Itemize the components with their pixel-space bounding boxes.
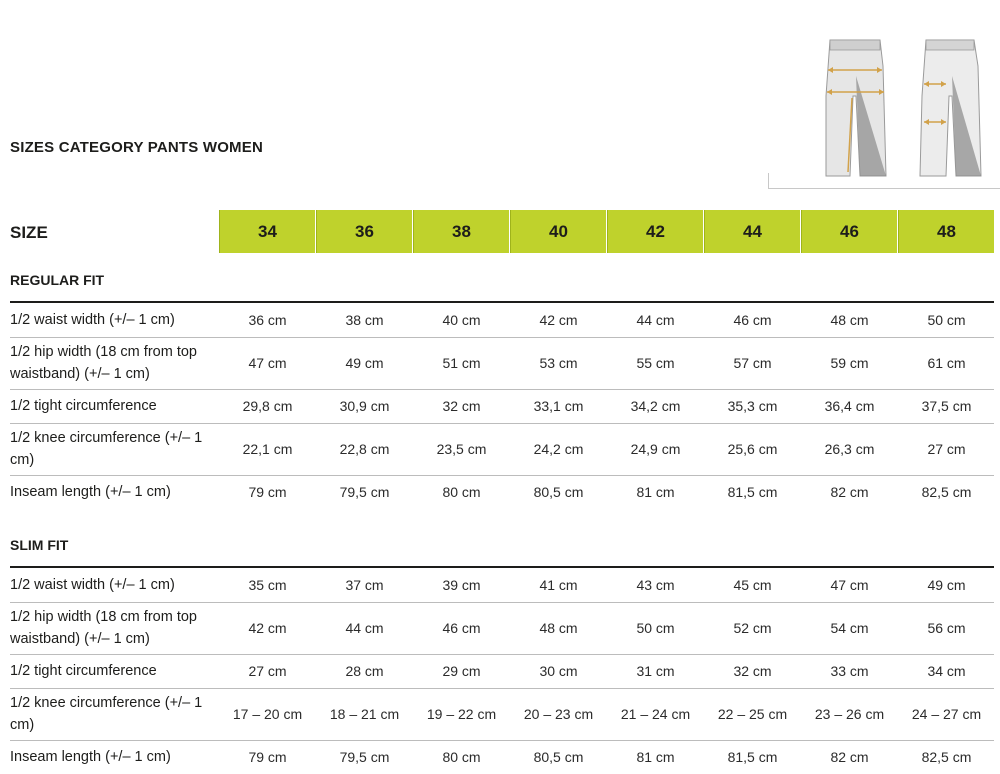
row-label: 1/2 tight circumference bbox=[10, 663, 157, 679]
table-row bbox=[10, 337, 994, 389]
table-cell: 31 cm bbox=[636, 663, 675, 679]
size-cell: 46 bbox=[801, 210, 897, 253]
table-cell: 82 cm bbox=[830, 484, 869, 500]
table-cell: 39 cm bbox=[442, 577, 481, 593]
table-cell: 34 cm bbox=[927, 663, 966, 679]
table-cell: 54 cm bbox=[830, 620, 869, 636]
size-cell: 34 bbox=[219, 210, 315, 253]
table-row bbox=[10, 654, 994, 688]
table-cell: 23 – 26 cm bbox=[814, 706, 885, 722]
size-label: SIZE bbox=[10, 223, 48, 242]
table-cell: 30,9 cm bbox=[339, 398, 390, 414]
row-label: 1/2 knee circumference (+/– 1 cm) bbox=[10, 695, 203, 733]
table-cell: 35,3 cm bbox=[727, 398, 778, 414]
table-cell: 24,2 cm bbox=[533, 441, 584, 457]
table-cell: 36,4 cm bbox=[824, 398, 875, 414]
table-cell: 37,5 cm bbox=[921, 398, 972, 414]
table-cell: 22,8 cm bbox=[339, 441, 390, 457]
table-row bbox=[10, 423, 994, 475]
section-title: REGULAR FIT bbox=[10, 272, 105, 288]
table-cell: 20 – 23 cm bbox=[523, 706, 594, 722]
pants-back-icon bbox=[920, 40, 981, 176]
table-cell: 79 cm bbox=[248, 749, 287, 765]
table-cell: 32 cm bbox=[733, 663, 772, 679]
table-cell: 42 cm bbox=[539, 312, 578, 328]
table-cell: 26,3 cm bbox=[824, 441, 875, 457]
table-cell: 55 cm bbox=[636, 355, 675, 371]
row-label: 1/2 tight circumference bbox=[10, 398, 157, 414]
table-cell: 50 cm bbox=[927, 312, 966, 328]
table-cell: 19 – 22 cm bbox=[426, 706, 497, 722]
table-cell: 79 cm bbox=[248, 484, 287, 500]
table-cell: 48 cm bbox=[830, 312, 869, 328]
table-cell: 82,5 cm bbox=[921, 749, 972, 765]
table-cell: 24 – 27 cm bbox=[911, 706, 982, 722]
table-cell: 24,9 cm bbox=[630, 441, 681, 457]
table-cell: 22,1 cm bbox=[242, 441, 293, 457]
section-title: SLIM FIT bbox=[10, 537, 69, 553]
table-cell: 28 cm bbox=[345, 663, 384, 679]
row-label: Inseam length (+/– 1 cm) bbox=[10, 484, 171, 500]
table-cell: 37 cm bbox=[345, 577, 384, 593]
table-row bbox=[10, 389, 994, 423]
table-cell: 25,6 cm bbox=[727, 441, 778, 457]
row-label: Inseam length (+/– 1 cm) bbox=[10, 749, 171, 765]
table-cell: 46 cm bbox=[442, 620, 481, 636]
table-cell: 81 cm bbox=[636, 749, 675, 765]
table-row bbox=[10, 602, 994, 654]
size-cell: 42 bbox=[607, 210, 703, 253]
table-cell: 51 cm bbox=[442, 355, 481, 371]
table-cell: 81 cm bbox=[636, 484, 675, 500]
table-cell: 33 cm bbox=[830, 663, 869, 679]
table-cell: 38 cm bbox=[345, 312, 384, 328]
table-cell: 81,5 cm bbox=[727, 749, 778, 765]
table-cell: 61 cm bbox=[927, 355, 966, 371]
table-cell: 82,5 cm bbox=[921, 484, 972, 500]
size-cell: 36 bbox=[316, 210, 412, 253]
table-cell: 42 cm bbox=[248, 620, 287, 636]
table-cell: 49 cm bbox=[345, 355, 384, 371]
size-header-row bbox=[0, 210, 1000, 253]
table-cell: 40 cm bbox=[442, 312, 481, 328]
table-cell: 80 cm bbox=[442, 749, 481, 765]
table-cell: 49 cm bbox=[927, 577, 966, 593]
size-cell: 40 bbox=[510, 210, 606, 253]
table-cell: 80,5 cm bbox=[533, 484, 584, 500]
table-cell: 21 – 24 cm bbox=[620, 706, 691, 722]
table-row bbox=[10, 303, 994, 337]
table-cell: 47 cm bbox=[830, 577, 869, 593]
table-cell: 59 cm bbox=[830, 355, 869, 371]
table-cell: 30 cm bbox=[539, 663, 578, 679]
page-title: SIZES CATEGORY PANTS WOMEN bbox=[10, 139, 263, 156]
size-cell: 44 bbox=[704, 210, 800, 253]
table-cell: 32 cm bbox=[442, 398, 481, 414]
table-cell: 57 cm bbox=[733, 355, 772, 371]
table-cell: 29 cm bbox=[442, 663, 481, 679]
table-cell: 36 cm bbox=[248, 312, 287, 328]
pants-front-icon bbox=[826, 40, 886, 176]
table-cell: 81,5 cm bbox=[727, 484, 778, 500]
row-label: 1/2 hip width (18 cm from top waistband) (+/– 1 cm) bbox=[10, 609, 197, 647]
table-cell: 48 cm bbox=[539, 620, 578, 636]
table-cell: 79,5 cm bbox=[339, 484, 390, 500]
table-cell: 80,5 cm bbox=[533, 749, 584, 765]
row-label: 1/2 waist width (+/– 1 cm) bbox=[10, 312, 175, 328]
table-cell: 52 cm bbox=[733, 620, 772, 636]
table-cell: 44 cm bbox=[345, 620, 384, 636]
table-cell: 27 cm bbox=[927, 441, 966, 457]
table-cell: 46 cm bbox=[733, 312, 772, 328]
table-cell: 45 cm bbox=[733, 577, 772, 593]
table-cell: 53 cm bbox=[539, 355, 578, 371]
table-cell: 79,5 cm bbox=[339, 749, 390, 765]
table-cell: 50 cm bbox=[636, 620, 675, 636]
table-cell: 44 cm bbox=[636, 312, 675, 328]
table-cell: 23,5 cm bbox=[436, 441, 487, 457]
row-label: 1/2 waist width (+/– 1 cm) bbox=[10, 577, 175, 593]
table-cell: 82 cm bbox=[830, 749, 869, 765]
table-cell: 35 cm bbox=[248, 577, 287, 593]
table-cell: 27 cm bbox=[248, 663, 287, 679]
table-cell: 43 cm bbox=[636, 577, 675, 593]
table-cell: 56 cm bbox=[927, 620, 966, 636]
table-cell: 18 – 21 cm bbox=[329, 706, 400, 722]
row-label: 1/2 knee circumference (+/– 1 cm) bbox=[10, 430, 203, 468]
table-cell: 17 – 20 cm bbox=[232, 706, 303, 722]
size-cell: 38 bbox=[413, 210, 509, 253]
size-cell: 48 bbox=[898, 210, 994, 253]
table-cell: 47 cm bbox=[248, 355, 287, 371]
table-cell: 33,1 cm bbox=[533, 398, 584, 414]
table-cell: 34,2 cm bbox=[630, 398, 681, 414]
pants-illustration bbox=[768, 36, 1000, 189]
table-row bbox=[10, 568, 994, 602]
table-cell: 29,8 cm bbox=[242, 398, 293, 414]
row-label: 1/2 hip width (18 cm from top waistband) (+/– 1 cm) bbox=[10, 344, 197, 382]
table-cell: 41 cm bbox=[539, 577, 578, 593]
table-cell: 80 cm bbox=[442, 484, 481, 500]
table-cell: 22 – 25 cm bbox=[717, 706, 788, 722]
table-row bbox=[10, 688, 994, 740]
table-row bbox=[10, 475, 994, 509]
